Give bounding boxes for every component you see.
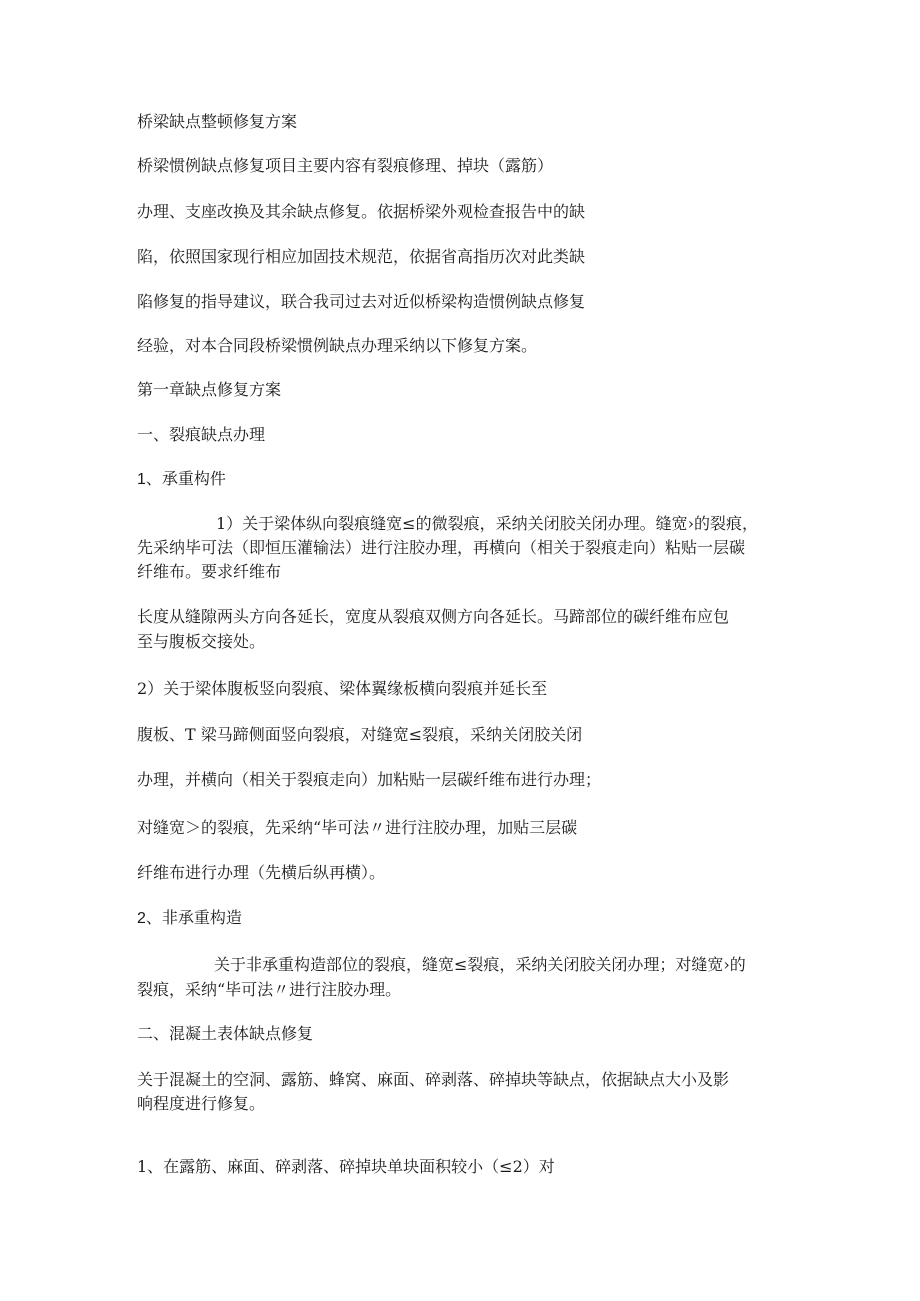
paragraph-line: 办理，并横向（相关于裂痕走向）加粘贴一层碳纤维布进行办理； xyxy=(137,770,602,789)
intro-line: 陷，依照国家现行相应加固技术规范，依据省高指历次对此类缺 xyxy=(137,247,586,266)
subsection-heading: 2、非承重构造 xyxy=(137,910,242,927)
paragraph-line: 先采纳毕可法（即恒压灌输法）进行注胶办理，再横向（相关于裂痕走向）粘贴一层碳 xyxy=(137,538,746,557)
intro-line: 经验，对本合同段桥梁惯例缺点办理采纳以下修复方案。 xyxy=(137,336,538,355)
intro-line: 桥梁惯例缺点修复项目主要内容有裂痕修理、掉块（露筋） xyxy=(137,156,554,175)
paragraph-line: 1、在露筋、麻面、碎剥落、碎掉块单块面积较小（≤2）对 xyxy=(137,1157,555,1176)
paragraph-line: 2）关于梁体腹板竖向裂痕、梁体翼缘板横向裂痕并延长至 xyxy=(137,679,548,698)
subsection-heading: 1、承重构件 xyxy=(137,471,226,488)
paragraph-line: 纤维布。要求纤维布 xyxy=(137,562,282,581)
paragraph-line: 对缝宽＞的裂痕，先采纳“毕可法〃进行注胶办理，加贴三层碳 xyxy=(137,818,578,837)
paragraph-line: 长度从缝隙两头方向各延长，宽度从裂痕双侧方向各延长。马蹄部位的碳纤维布应包 xyxy=(137,607,730,626)
section-heading: 一、裂痕缺点办理 xyxy=(137,425,266,444)
paragraph-line: 响程度进行修复。 xyxy=(137,1094,266,1113)
document-title: 桥梁缺点整顿修复方案 xyxy=(137,112,298,131)
paragraph-line: 1）关于梁体纵向裂痕缝宽≤的微裂痕，采纳关闭胶关闭办理。缝宽›的裂痕， xyxy=(216,514,758,533)
paragraph-line: 裂痕，采纳“毕可法〃进行注胶办理。 xyxy=(137,980,402,999)
paragraph-line: 至与腹板交接处。 xyxy=(137,632,266,651)
paragraph-line: 关于非承重构造部位的裂痕，缝宽≤裂痕，采纳关闭胶关闭办理；对缝宽›的 xyxy=(214,955,746,974)
chapter-heading: 第一章缺点修复方案 xyxy=(137,380,282,399)
section-heading: 二、混凝土表体缺点修复 xyxy=(137,1024,314,1043)
paragraph-line: 关于混凝土的空洞、露筋、蜂窝、麻面、碎剥落、碎掉块等缺点，依据缺点大小及影 xyxy=(137,1070,730,1089)
intro-line: 陷修复的指导建议，联合我司过去对近似桥梁构造惯例缺点修复 xyxy=(137,292,586,311)
paragraph-line: 纤维布进行办理（先横后纵再横）。 xyxy=(137,863,386,882)
intro-line: 办理、支座改换及其余缺点修复。依据桥梁外观检查报告中的缺 xyxy=(137,202,586,221)
paragraph-line: 腹板、T 梁马蹄侧面竖向裂痕，对缝宽≤裂痕，采纳关闭胶关闭 xyxy=(137,725,583,744)
